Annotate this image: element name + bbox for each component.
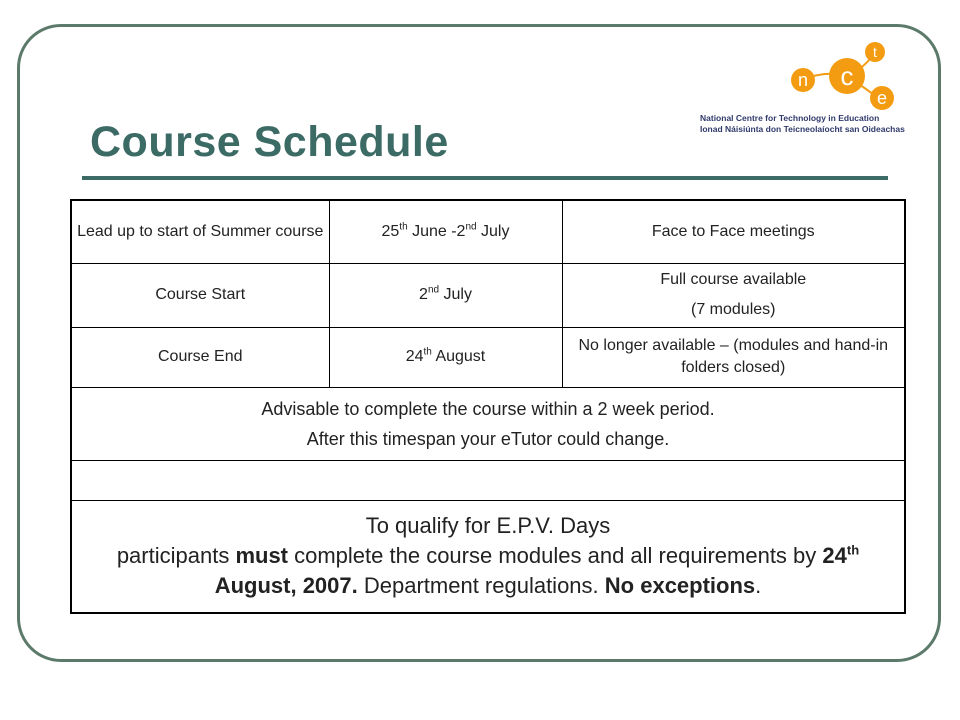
schedule-table [70, 199, 906, 614]
advice-cell: Advisable to complete the course within a 2 week period. After this timespan your eTutor could change. [71, 387, 905, 460]
date-cell: 2nd July [329, 263, 562, 327]
logo-letter-t: t [873, 44, 877, 60]
table-row [71, 327, 905, 387]
page-title: Course Schedule [90, 118, 449, 166]
ncte-logo-graphic [785, 40, 910, 112]
event-cell: Course End [71, 327, 329, 387]
table-row [71, 200, 905, 263]
date-cell: 25th June -2nd July [329, 200, 562, 263]
title-underline [82, 176, 888, 180]
ncte-logo [690, 40, 930, 140]
event-cell: Lead up to start of Summer course [71, 200, 329, 263]
note-cell: Full course available (7 modules) [562, 263, 905, 327]
logo-letter-e: e [876, 88, 888, 108]
empty-cell [71, 460, 905, 500]
logo-letter-n: n [797, 70, 809, 90]
event-cell: Course Start [71, 263, 329, 327]
note-cell: Face to Face meetings [562, 200, 905, 263]
date-cell: 24th August [329, 327, 562, 387]
logo-letter-c: c [840, 61, 854, 91]
table-row [71, 387, 905, 460]
table-row [71, 263, 905, 327]
logo-text-english: National Centre for Technology in Education [700, 113, 880, 123]
qualify-cell [71, 500, 905, 613]
logo-text-irish: Ionad Náisiúnta don Teicneolaíocht san Oideachas [700, 124, 905, 134]
qualify-paragraph: participants must complete the course modules and all requirements by 24th August, 2007. Department regulations. No exceptions. [116, 542, 860, 599]
qualify-heading: To qualify for E.P.V. Days [365, 513, 611, 539]
table-row [71, 500, 905, 613]
note-cell: No longer available – (modules and hand-in folders closed) [562, 327, 905, 387]
table-row [71, 460, 905, 500]
